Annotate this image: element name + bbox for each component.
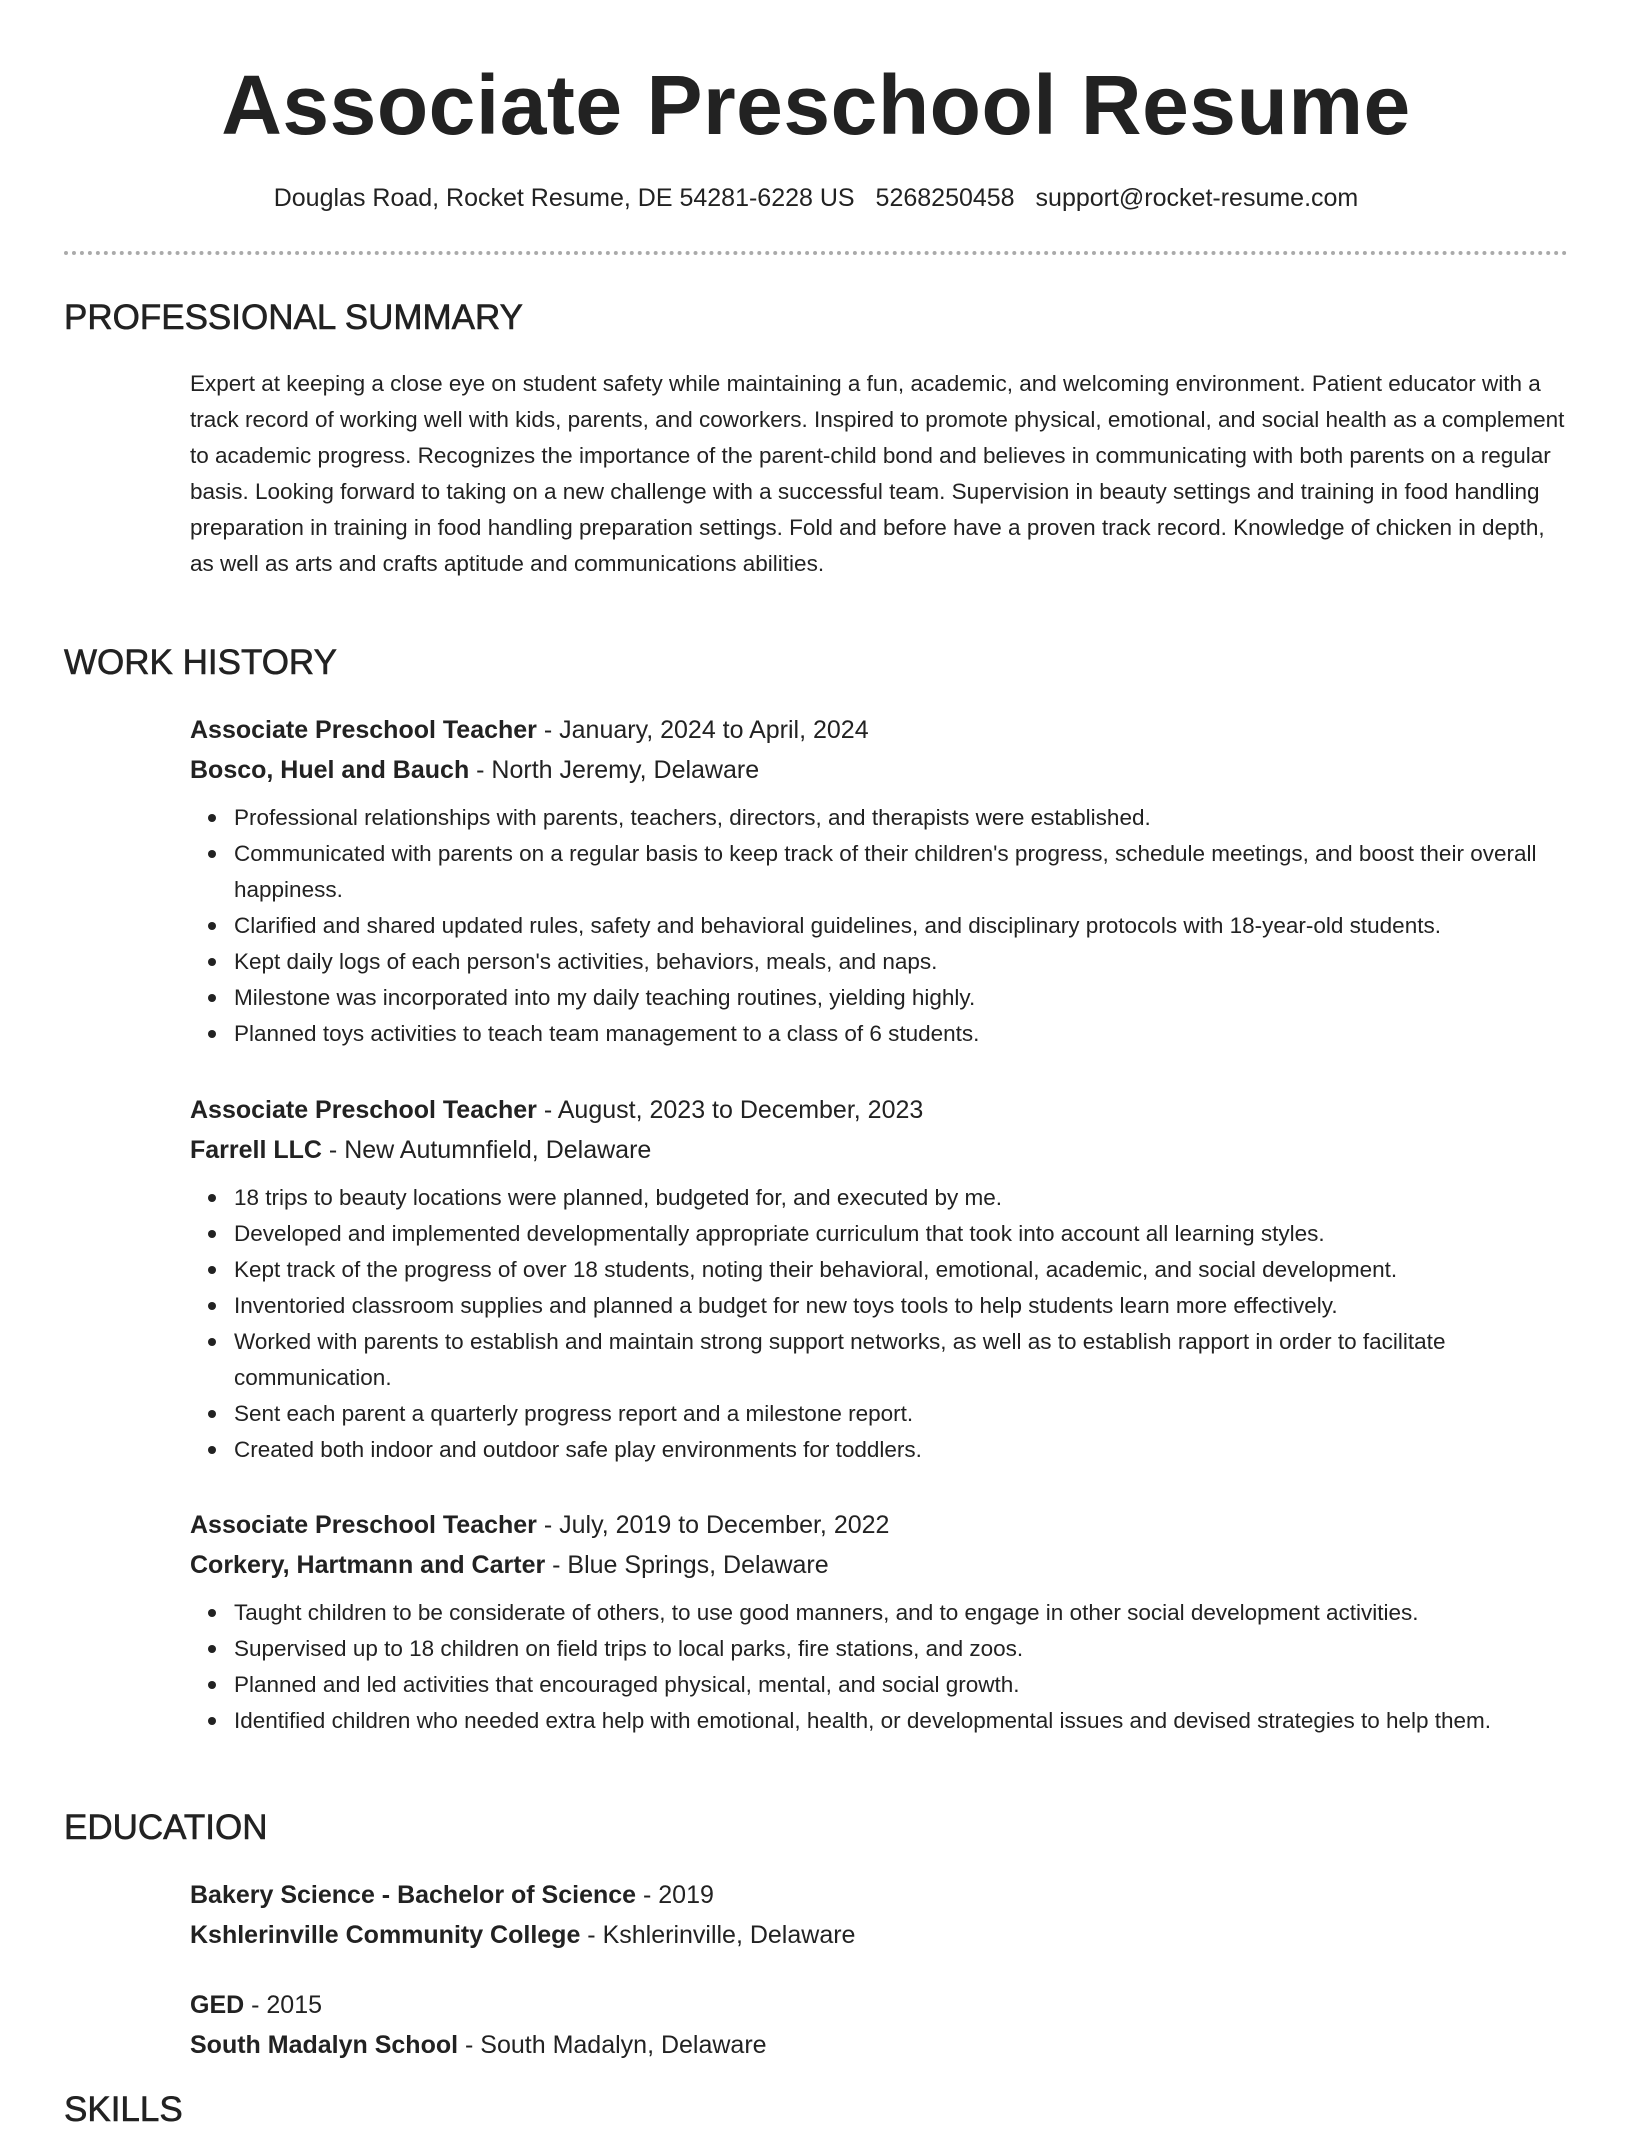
education-entry (190, 1875, 1570, 1955)
job-bullet: Developed and implemented developmentally appropriate curriculum that took into account all learning styles. (234, 1216, 1570, 1252)
job-dates: - July, 2019 to December, 2022 (536, 1511, 890, 1539)
education-location: - South Madalyn, Delaware (458, 2031, 767, 2059)
job-bullets (190, 1595, 1570, 1739)
education-school: Kshlerinville Community College (190, 1921, 581, 1949)
summary-text: Expert at keeping a close eye on student safety while maintaining a fun, academic, and welcoming environment. Patient educator with a track record of working well with kids, parents, and coworkers. Inspired to promote physical, emotional, and social health as a complement to academic progress. Recognizes the importance of the parent-child bond and believes in communicating with both parents on a regular basis. Looking forward to taking on a new challenge with a successful team. Supervision in beauty settings and training in food handling preparation in training in food handling preparation settings. Fold and before have a proven track record. Knowledge of chicken in depth, as well as arts and crafts aptitude and communications abilities. (190, 371, 1565, 576)
section-title-education: EDUCATION (64, 1808, 268, 1847)
education-degree-line (190, 1985, 1570, 2025)
education-school-line (190, 2025, 1570, 2065)
job-bullet: Milestone was incorporated into my daily teaching routines, yielding highly. (234, 980, 1570, 1016)
job-bullets (190, 800, 1570, 1052)
education-school-line (190, 1915, 1570, 1955)
job-entry (190, 1505, 1570, 1739)
job-bullet: Communicated with parents on a regular basis to keep track of their children's progress, schedule meetings, and boost their overall happiness. (234, 836, 1570, 908)
job-title: Associate Preschool Teacher (190, 716, 537, 744)
job-bullet: Professional relationships with parents, teachers, directors, and therapists were established. (234, 800, 1570, 836)
job-company: Bosco, Huel and Bauch (190, 756, 470, 784)
job-bullet: Inventoried classroom supplies and planned a budget for new toys tools to help students learn more effectively. (234, 1288, 1570, 1324)
job-company-line (190, 1130, 1570, 1170)
job-bullet: Worked with parents to establish and maintain strong support networks, as well as to establish rapport in order to facilitate communication. (234, 1324, 1570, 1396)
education-school: South Madalyn School (190, 2031, 459, 2059)
education-degree: Bakery Science - Bachelor of Science (190, 1881, 637, 1909)
job-bullet: Clarified and shared updated rules, safety and behavioral guidelines, and disciplinary protocols with 18-year-old students. (234, 908, 1570, 944)
job-bullet: Planned toys activities to teach team management to a class of 6 students. (234, 1016, 1570, 1052)
job-dates: - January, 2024 to April, 2024 (536, 716, 869, 744)
job-title-line (190, 1090, 1570, 1130)
job-bullet: Identified children who needed extra help with emotional, health, or developmental issues and devised strategies to help them. (234, 1703, 1570, 1739)
job-bullets (190, 1180, 1570, 1468)
job-location: - Blue Springs, Delaware (545, 1551, 829, 1579)
job-bullet: Kept daily logs of each person's activities, behaviors, meals, and naps. (234, 944, 1570, 980)
section-title-skills: SKILLS (64, 2090, 183, 2129)
education-year: - 2019 (636, 1881, 714, 1909)
contact-phone: 5268250458 (875, 184, 1015, 212)
job-dates: - August, 2023 to December, 2023 (536, 1096, 924, 1124)
job-bullet: Taught children to be considerate of others, to use good manners, and to engage in other social development activities. (234, 1595, 1570, 1631)
education-entry (190, 1985, 1570, 2065)
job-company: Farrell LLC (190, 1136, 322, 1164)
resume-title: Associate Preschool Resume (221, 58, 1411, 152)
job-entry (190, 1090, 1570, 1468)
job-entry (190, 710, 1570, 1052)
job-bullet: Kept track of the progress of over 18 students, noting their behavioral, emotional, academic, and social development. (234, 1252, 1570, 1288)
contact-address: Douglas Road, Rocket Resume, DE 54281-6228 US (273, 184, 855, 212)
job-title-line (190, 710, 1570, 750)
section-title-work-history: WORK HISTORY (64, 643, 337, 682)
job-bullet: 18 trips to beauty locations were planned, budgeted for, and executed by me. (234, 1180, 1570, 1216)
header-divider (64, 251, 1568, 255)
job-bullet: Planned and led activities that encouraged physical, mental, and social growth. (234, 1667, 1570, 1703)
job-company: Corkery, Hartmann and Carter (190, 1551, 546, 1579)
education-degree-line (190, 1875, 1570, 1915)
job-location: - New Autumnfield, Delaware (321, 1136, 652, 1164)
job-location: - North Jeremy, Delaware (469, 756, 760, 784)
contact-line (0, 180, 1632, 216)
job-bullet: Sent each parent a quarterly progress report and a milestone report. (234, 1396, 1570, 1432)
job-company-line (190, 750, 1570, 790)
job-company-line (190, 1545, 1570, 1585)
job-title: Associate Preschool Teacher (190, 1096, 537, 1124)
education-location: - Kshlerinville, Delaware (580, 1921, 856, 1949)
job-title-line (190, 1505, 1570, 1545)
contact-email: support@rocket-resume.com (1035, 184, 1359, 212)
education-year: - 2015 (244, 1991, 323, 2019)
job-title: Associate Preschool Teacher (190, 1511, 537, 1539)
education-degree: GED (190, 1991, 245, 2019)
job-bullet: Created both indoor and outdoor safe play environments for toddlers. (234, 1432, 1570, 1468)
job-bullet: Supervised up to 18 children on field trips to local parks, fire stations, and zoos. (234, 1631, 1570, 1667)
section-title-summary: PROFESSIONAL SUMMARY (64, 298, 523, 337)
